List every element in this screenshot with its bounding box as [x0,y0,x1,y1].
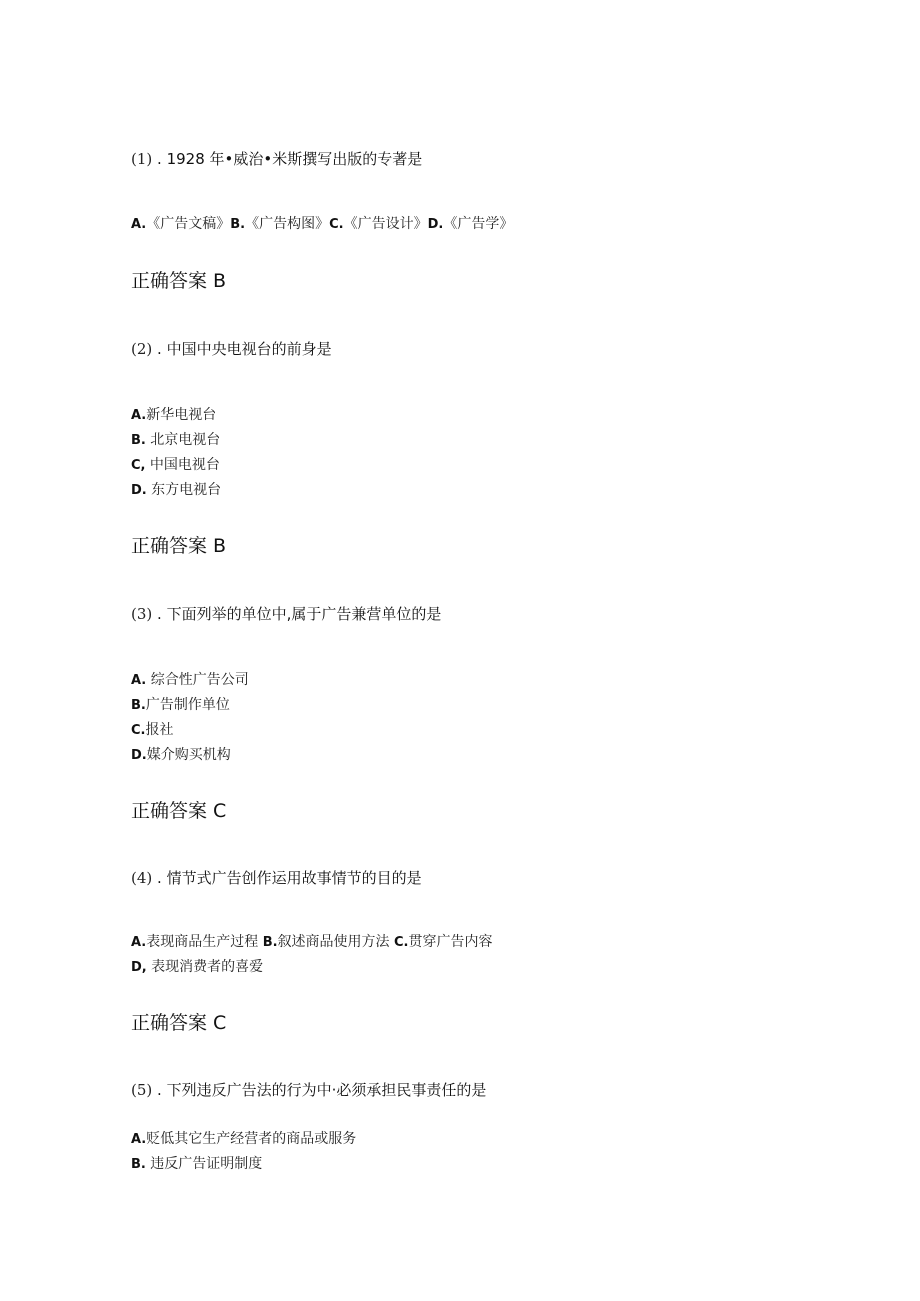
question-number: (1) [131,150,153,168]
option-text: 《广告构图》 [245,216,330,232]
option-a [131,669,249,689]
question-1 [131,148,422,169]
option-letter: D. [131,483,147,498]
option-letter: C. [329,217,344,232]
option-letter: A. [131,408,147,423]
option-d [131,479,221,499]
option-text: 广告制作单位 [145,697,230,713]
question-number: (4) [131,869,153,887]
option-text: 北京电视台 [145,432,221,448]
option-text: 综合性广告公司 [146,672,249,688]
option-letter: D, [131,960,147,975]
question-4 [131,867,422,888]
question-2 [131,338,332,359]
option-letter: A. [131,935,147,950]
option-letter: A. [131,673,147,688]
option-letter: D. [131,748,147,763]
option-text: 表现商品生产过程 [146,934,263,950]
option-letter: B. [262,935,278,950]
option-text: 表现消费者的喜爱 [146,959,264,975]
question-3 [131,603,441,624]
answer-3: 正确答案 C [131,800,227,822]
option-letter: B. [131,1157,146,1172]
option-letter: B. [131,698,146,713]
question-text: . 情节式广告创作运用故事情节的目的是 [157,869,422,887]
answer-2: 正确答案 B [131,535,227,557]
option-text: 贯穿广告内容 [408,934,493,950]
option-c [131,454,220,474]
option-letter: C, [131,458,146,473]
option-a [131,404,216,424]
answer-4: 正确答案 C [131,1012,227,1034]
option-letter: C. [131,723,146,738]
question-text: . 下列违反广告法的行为中·必须承担民事责任的是 [157,1081,487,1099]
answer-1: 正确答案 B [131,270,227,292]
option-text: 违反广告证明制度 [145,1156,263,1172]
option-d [131,744,231,764]
question-text: . 下面列举的单位中,属于广告兼营单位的是 [157,605,442,623]
question-number: (3) [131,605,153,623]
option-letter: C. [394,935,409,950]
question-4-options-line-1 [131,931,493,951]
option-text: 叙述商品使用方法 [277,934,395,950]
option-letter: D. [427,217,444,232]
option-text: 报社 [145,722,174,738]
question-text: . 1928 年•威治•米斯撰写出版的专著是 [157,150,423,168]
option-letter: B. [131,433,146,448]
option-text: 《广告文稿》 [146,216,231,232]
option-b [131,429,220,449]
option-text: 中国电视台 [145,457,220,473]
option-a [131,1128,356,1148]
option-letter: A. [131,217,147,232]
question-number: (2) [131,340,153,358]
option-text: 新华电视台 [146,407,217,423]
question-5 [131,1079,486,1100]
option-text: 《广告设计》 [343,216,428,232]
option-c [131,719,173,739]
option-text: 媒介购买机构 [146,747,231,763]
option-b [131,1153,262,1173]
option-text: 东方电视台 [146,482,222,498]
question-number: (5) [131,1081,153,1099]
option-text: 贬低其它生产经营者的商品或服务 [146,1131,357,1147]
option-b [131,694,230,714]
question-text: . 中国中央电视台的前身是 [157,340,332,358]
question-4-options-line-2 [131,956,263,976]
option-text: 《广告学》 [443,216,514,232]
option-letter: B. [230,217,246,232]
option-letter: A. [131,1132,147,1147]
question-1-options [131,213,513,233]
